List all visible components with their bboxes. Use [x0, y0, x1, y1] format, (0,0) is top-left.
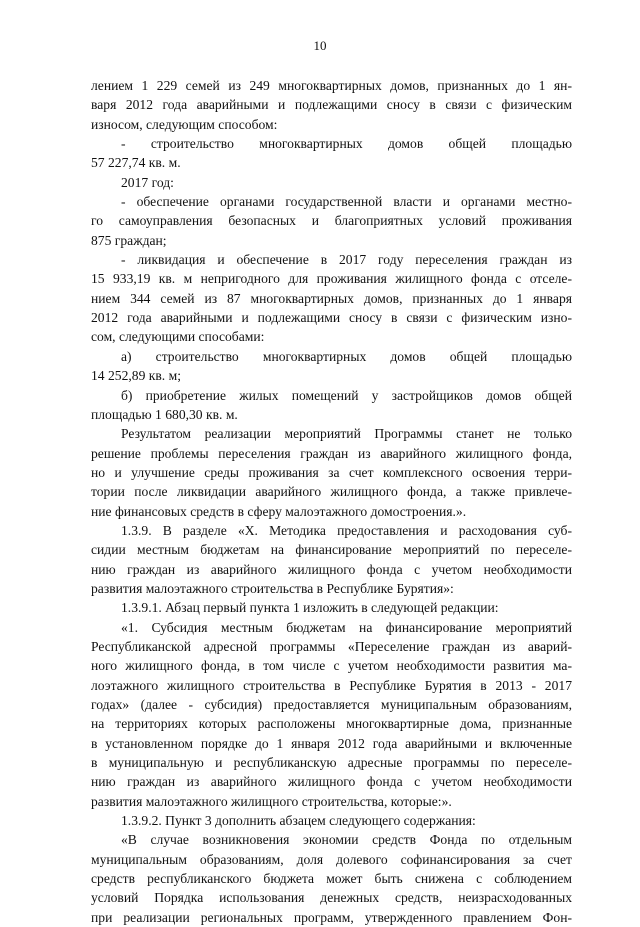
- text-line: ние финансовых средств в сферу малоэтажного домостроения.».: [91, 503, 467, 519]
- text-line: 1.3.9. В разделе «Х. Методика предоставления и расходования суб-: [121, 522, 572, 538]
- text-line: решение проблемы переселения граждан из аварийного жилищного фонда,: [91, 445, 572, 461]
- text-line: 875 граждан;: [91, 232, 167, 248]
- text-line: развития малоэтажного жилищного строительства, которые:».: [91, 793, 452, 809]
- text-line: 15 933,19 кв. м непригодного для проживания жилищного фонда с отселе-: [91, 271, 572, 287]
- text-line: условий Порядка использования денежных средств, неизрасходованных: [91, 890, 572, 906]
- text-line: 2012 года аварийными и подлежащими сносу в связи с физическим изно-: [91, 310, 572, 326]
- text-line: «В случае возникновения экономии средств Фонда по отдельным: [121, 832, 572, 848]
- text-line: годах» (далее - субсидия) предоставляется муниципальным образованиям,: [91, 697, 572, 712]
- text-line: «1. Субсидия местным бюджетам на финансирование мероприятий: [121, 619, 572, 635]
- text-line: сом, следующими способами:: [91, 329, 265, 345]
- text-line: а) строительство многоквартирных домов общей площадью: [121, 348, 572, 364]
- text-line: муниципальным образованиям, доля долевого софинансирования за счет: [91, 851, 572, 867]
- document-body: [91, 76, 572, 927]
- text-line: на территориях которых расположены многоквартирные дома, признанные: [91, 716, 572, 732]
- text-line: 57 227,74 кв. м.: [91, 155, 181, 171]
- text-line: б) приобретение жилых помещений у застройщиков домов общей: [121, 387, 572, 403]
- text-line: нием 344 семей из 87 многоквартирных домов, признанных до 1 января: [91, 290, 572, 306]
- text-line: нию граждан из аварийного жилищного фонда с учетом необходимости: [91, 774, 572, 790]
- text-line: сидии местным бюджетам на финансирование мероприятий по переселе-: [91, 542, 572, 558]
- text-line: в муниципальную и республиканскую адресные программы по переселе-: [91, 755, 572, 771]
- text-line: 2017 год:: [121, 174, 174, 190]
- text-line: площадью 1 680,30 кв. м.: [91, 406, 238, 422]
- text-line: ного жилищного фонда, в том числе с учетом необходимости развития ма-: [91, 658, 572, 674]
- text-line: - ликвидация и обеспечение в 2017 году переселения граждан из: [121, 252, 572, 268]
- text-line: - строительство многоквартирных домов общей площадью: [121, 136, 572, 152]
- text-line: - обеспечение органами государственной власти и органами местно-: [121, 194, 572, 210]
- text-line: средств республиканского бюджета может быть снижена с соблюдением: [91, 871, 572, 887]
- text-line: 1.3.9.1. Абзац первый пункта 1 изложить в следующей редакции:: [121, 600, 499, 616]
- text-line: 1.3.9.2. Пункт 3 дополнить абзацем следующего содержания:: [121, 813, 476, 829]
- text-line: 14 252,89 кв. м;: [91, 368, 181, 384]
- text-line: Результатом реализации мероприятий Программы станет не только: [121, 426, 572, 442]
- text-line: варя 2012 года аварийными и подлежащими сносу в связи с физическим: [91, 97, 572, 113]
- text-line: лением 1 229 семей из 249 многоквартирных домов, признанных до 1 ян-: [91, 78, 572, 93]
- text-line: го самоуправления безопасных и благоприятных условий проживания: [91, 213, 572, 229]
- text-line: при реализации региональных программ, утвержденного правлением Фон-: [91, 909, 572, 925]
- text-line: износом, следующим способом:: [91, 116, 278, 132]
- text-line: в установленном порядке до 1 января 2012 года аварийными и включенные: [91, 735, 572, 751]
- text-line: развития малоэтажного строительства в Республике Бурятия»:: [91, 580, 454, 596]
- text-line: но и улучшение среды проживания за счет комплексного освоения терри-: [91, 464, 572, 480]
- text-line: Республиканской адресной программы «Переселение граждан из аварий-: [91, 638, 572, 654]
- text-line: лоэтажного жилищного строительства в Республике Бурятия в 2013 - 2017: [91, 677, 572, 693]
- text-line: тории после ликвидации аварийного жилищного фонда, а также привлече-: [91, 484, 572, 500]
- text-line: нию граждан из аварийного жилищного фонда с учетом необходимости: [91, 561, 572, 577]
- page-number: 10: [313, 38, 327, 53]
